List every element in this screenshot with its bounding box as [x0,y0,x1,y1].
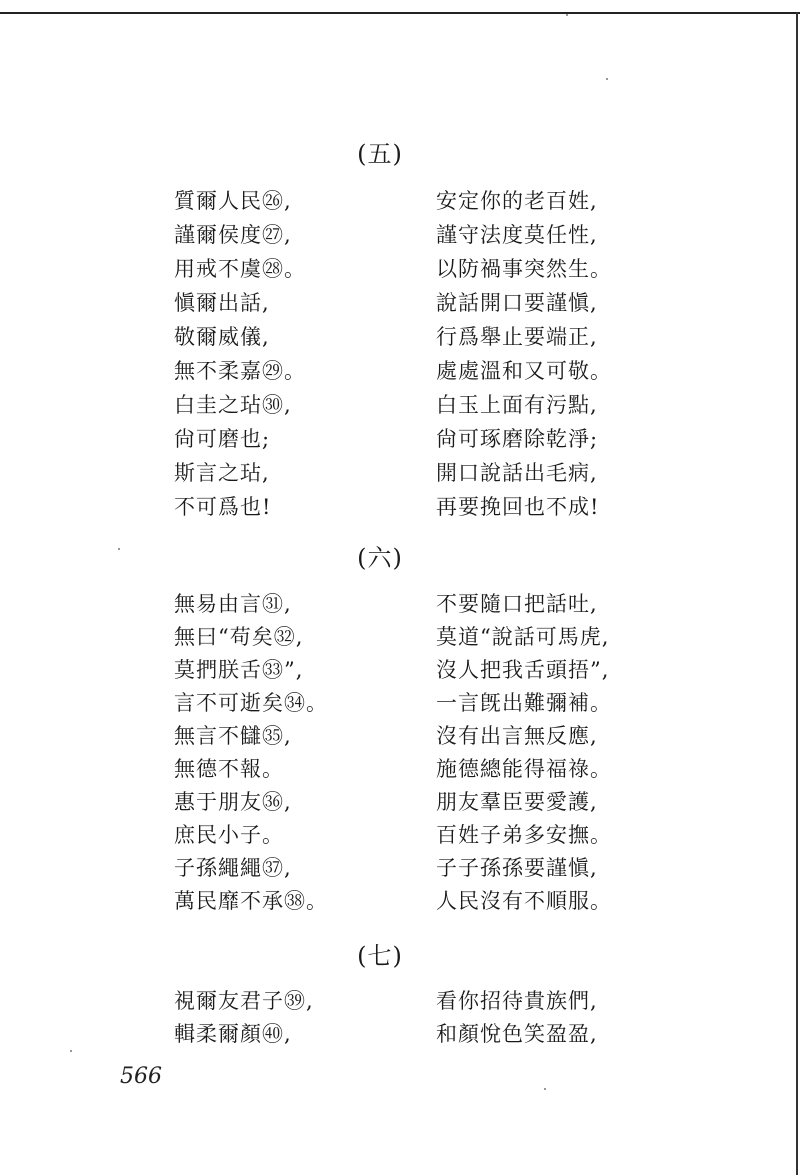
original-line: 敬爾威儀, [174,325,270,349]
translation-line: 一言旣出難彌補。 [436,691,612,715]
original-line: 言不可逝矣㉞。 [174,691,328,715]
translation-line: 莫道“說話可馬虎, [436,625,610,649]
section-heading-7: (七) [357,942,403,970]
original-line: 庶民小子。 [174,823,284,847]
scan-speck [118,548,120,550]
original-line: 惠于朋友㊱, [174,790,292,814]
translation-line: 再要挽回也不成! [436,495,600,519]
original-line: 視爾友君子㊴, [174,989,314,1013]
original-line: 不可爲也! [174,495,272,519]
section-heading-5: (五) [357,140,403,168]
original-line: 尙可磨也; [174,427,271,451]
translation-line: 尙可琢磨除乾淨; [436,427,599,451]
page-number: 566 [120,1064,162,1089]
original-line: 子孫繩繩㊲, [174,856,292,880]
translation-line: 不要隨口把話吐, [436,592,598,616]
original-line: 輯柔爾顏㊵, [174,1022,292,1046]
translation-line: 謹守法度莫任性, [436,223,598,247]
top-border-line [0,12,800,14]
translation-line: 朋友羣臣要愛護, [436,790,598,814]
original-line: 謹爾侯度㉗, [174,223,292,247]
translation-line: 看你招待貴族們, [436,989,598,1013]
original-line: 質爾人民㉖, [174,189,292,213]
translation-line: 開口說話出毛病, [436,461,598,485]
scan-speck [566,14,568,16]
original-line: 無曰“苟矣㉜, [174,625,304,649]
right-border-line [796,12,798,1175]
original-line: 用戒不虞㉘。 [174,257,306,281]
original-line: 斯言之玷, [174,461,270,485]
translation-line: 施德總能得福祿。 [436,757,612,781]
translation-line: 沒有出言無反應, [436,724,598,748]
original-line: 愼爾出話, [174,291,270,315]
translation-line: 行爲舉止要端正, [436,325,598,349]
scan-speck [544,1088,546,1090]
translation-line: 人民沒有不順服。 [436,889,612,913]
original-line: 無易由言㉛, [174,592,292,616]
original-line: 莫捫朕舌㉝”, [174,658,304,682]
translation-line: 以防禍事突然生。 [436,257,612,281]
section-heading-6: (六) [357,544,403,572]
original-line: 無言不讎㉟, [174,724,292,748]
translation-line: 白玉上面有污點, [436,393,598,417]
translation-line: 百姓子弟多安撫。 [436,823,612,847]
translation-line: 安定你的老百姓, [436,189,598,213]
translation-line: 沒人把我舌頭捂”, [436,658,610,682]
original-line: 萬民靡不承㊳。 [174,889,328,913]
original-line: 無不柔嘉㉙。 [174,359,306,383]
translation-line: 和顏悅色笑盈盈, [436,1022,598,1046]
translation-line: 子子孫孫要謹愼, [436,856,598,880]
translation-line: 處處溫和又可敬。 [436,359,612,383]
original-line: 白圭之玷㉚, [174,393,292,417]
original-line: 無德不報。 [174,757,284,781]
translation-line: 說話開口要謹愼, [436,291,598,315]
scan-speck [70,1050,72,1052]
scan-speck [606,78,608,80]
